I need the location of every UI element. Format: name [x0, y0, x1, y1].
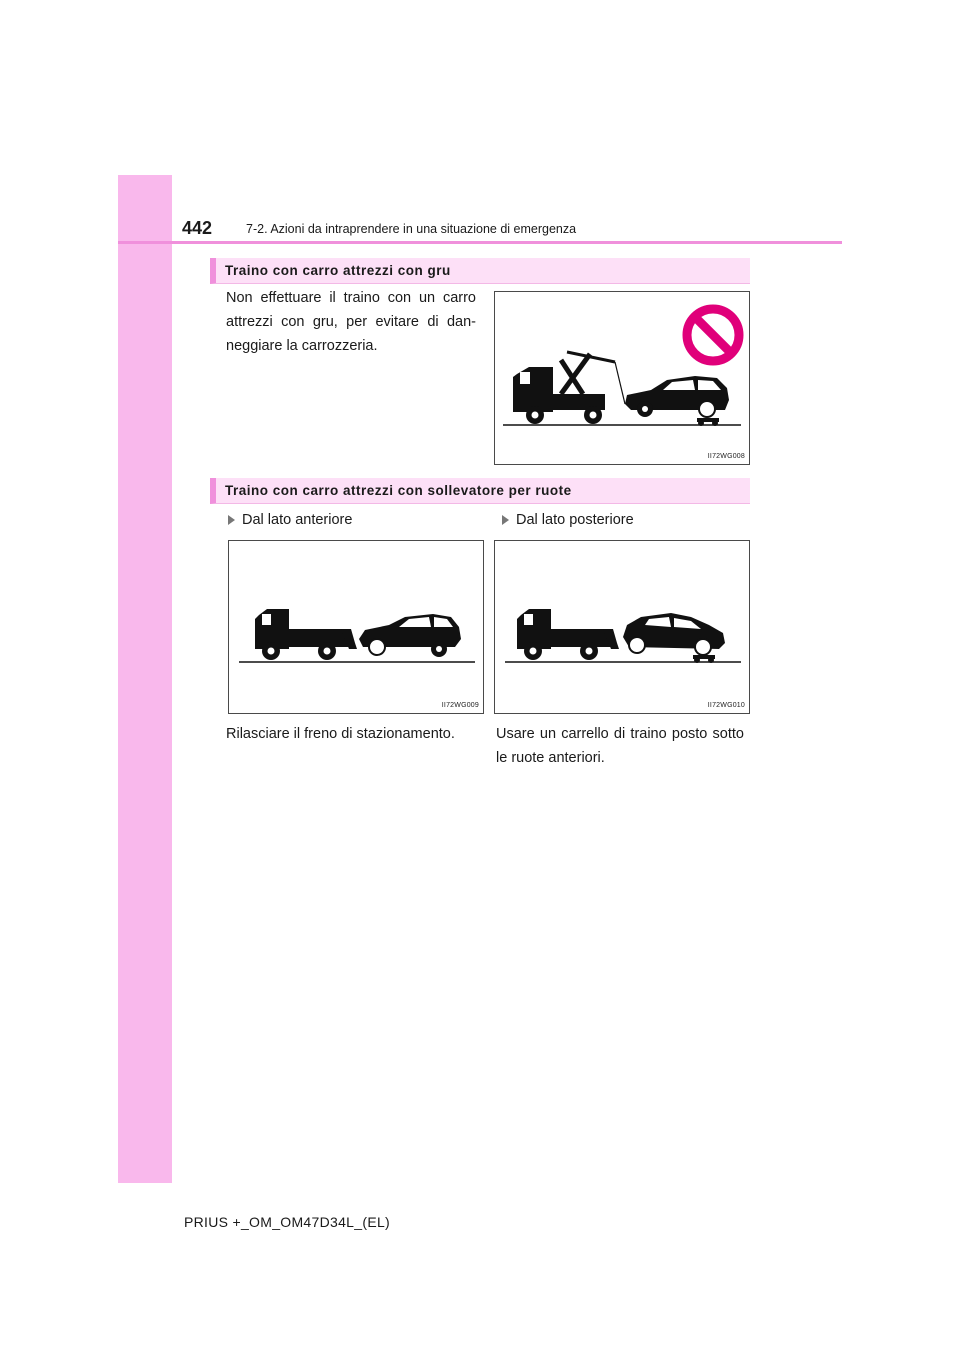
page-number: 442	[182, 218, 213, 238]
figure-code: II72WG009	[441, 702, 479, 709]
figure-code: II72WG010	[707, 702, 745, 709]
section1-paragraph: Non effettuare il traino con un carro attrezzi con gru, per evitare di dan-neggiare la carrozzeria.	[226, 290, 476, 354]
bullet-front-side	[228, 510, 352, 530]
figure-wheel-lift-rear	[494, 540, 750, 714]
crane-tow-illustration	[495, 292, 751, 466]
bullet-front-label: Dal lato anteriore	[242, 512, 353, 528]
header-rule	[118, 241, 842, 244]
footer-doc-code: PRIUS +_OM_OM47D34L_(EL)	[184, 1214, 391, 1230]
bullet-rear-side	[502, 510, 634, 530]
caption-front: Rilasciare il freno di stazionamento.	[226, 726, 455, 742]
section-heading-crane-tow: Traino con carro attrezzi con gru	[210, 258, 750, 284]
side-color-band	[118, 175, 172, 1183]
caption-rear: Usare un carrello di traino posto sotto le ruote anteriori.	[496, 726, 744, 766]
prohibition-icon	[687, 309, 739, 361]
bullet-triangle-icon	[502, 515, 509, 525]
bullet-rear-label: Dal lato posteriore	[516, 512, 634, 528]
figure-wheel-lift-front	[228, 540, 484, 714]
wheel-lift-rear-illustration	[495, 541, 751, 715]
wheel-lift-front-illustration	[229, 541, 485, 715]
bullet-triangle-icon	[228, 515, 235, 525]
chapter-title: 7-2. Azioni da intraprendere in una situazione di emergenza	[246, 222, 577, 236]
figure-code: II72WG008	[707, 453, 745, 460]
figure-crane-tow-truck	[494, 291, 750, 465]
section-heading-wheel-lift: Traino con carro attrezzi con sollevatore per ruote	[210, 478, 750, 504]
